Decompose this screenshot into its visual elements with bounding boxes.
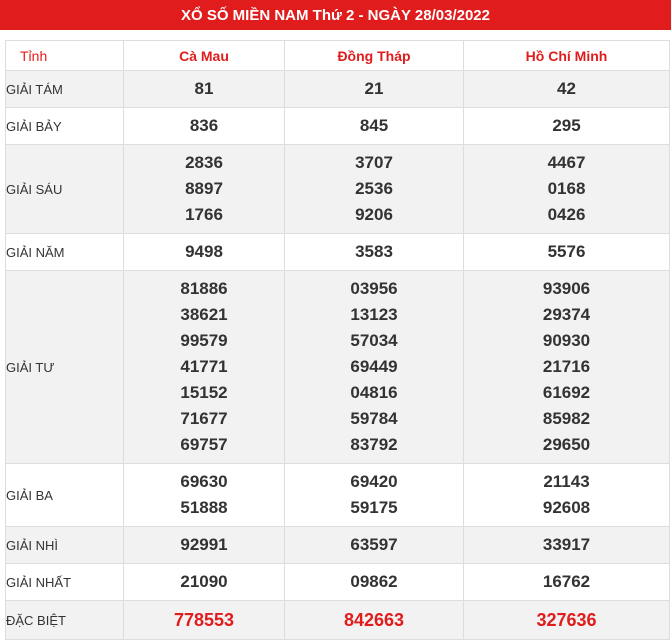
prize-number: 0168: [547, 179, 586, 198]
prize-number: 03956: [350, 279, 398, 298]
prize-number: 42: [557, 79, 576, 98]
prize-row-5: [6, 234, 670, 271]
prize-number: 63597: [350, 535, 398, 554]
prize-number: 81886: [180, 279, 228, 298]
prize-number: 21716: [542, 357, 591, 376]
prize-number: 83792: [350, 435, 398, 454]
prize-cell: [124, 108, 285, 145]
prize-label: GIẢI SÁU: [6, 145, 124, 234]
prize-cell: [285, 108, 464, 145]
prize-cell: [124, 527, 285, 564]
prize-cell: [285, 527, 464, 564]
prize-label: GIẢI TƯ: [6, 271, 124, 464]
prize-number: 3707: [355, 153, 393, 172]
prize-row-6: [6, 145, 670, 234]
prize-number: 5576: [547, 242, 586, 261]
results-table: [5, 40, 670, 640]
prize-cell: [464, 234, 670, 271]
special-prize-number: 842663: [343, 610, 405, 630]
prize-cell: [285, 145, 464, 234]
prize-number: 13123: [350, 305, 398, 324]
prize-cell: [285, 234, 464, 271]
table-header-row: [6, 41, 670, 71]
prize-cell: [464, 271, 670, 464]
province-header-3[interactable]: Hồ Chí Minh: [464, 41, 670, 71]
prize-cell: [124, 464, 285, 527]
prize-number: 90930: [542, 331, 591, 350]
prize-number: 93906: [542, 279, 591, 298]
prize-cell: [124, 71, 285, 108]
prize-number: 04816: [350, 383, 398, 402]
prize-number: 29374: [542, 305, 591, 324]
prize-number: 59175: [350, 498, 398, 517]
prize-cell: [124, 234, 285, 271]
prize-row-8: [6, 71, 670, 108]
prize-number: 69420: [350, 472, 398, 491]
prize-cell: [124, 271, 285, 464]
prize-number: 15152: [180, 383, 228, 402]
prize-number: 1766: [185, 205, 223, 224]
prize-cell: [285, 464, 464, 527]
prize-cell: [124, 564, 285, 601]
prize-number: 81: [194, 79, 214, 98]
prize-number: 21: [364, 79, 384, 98]
prize-row-7: [6, 108, 670, 145]
prize-number: 2536: [355, 179, 393, 198]
page-title: XỔ SỐ MIỀN NAM Thứ 2 - NGÀY 28/03/2022: [0, 0, 671, 30]
special-prize-cell: [285, 601, 464, 640]
prize-number: 41771: [180, 357, 228, 376]
special-prize-number: 327636: [536, 610, 597, 630]
special-prize-cell: [124, 601, 285, 640]
special-prize-number: 778553: [173, 610, 235, 630]
prize-number: 92608: [542, 498, 591, 517]
prize-cell: [464, 464, 670, 527]
prize-number: 69449: [350, 357, 398, 376]
province-header-2[interactable]: Đồng Tháp: [285, 41, 464, 71]
prize-cell: [464, 108, 670, 145]
prize-number: 33917: [542, 535, 591, 554]
prize-cell: [464, 71, 670, 108]
prize-number: 836: [189, 116, 219, 135]
prize-row-3: [6, 464, 670, 527]
province-header-label: Tỉnh: [6, 41, 124, 71]
prize-row-1: [6, 564, 670, 601]
prize-number: 0426: [547, 205, 586, 224]
prize-number: 59784: [350, 409, 398, 428]
prize-number: 295: [552, 116, 581, 135]
prize-number: 845: [359, 116, 389, 135]
prize-number: 71677: [180, 409, 228, 428]
prize-number: 8897: [185, 179, 223, 198]
prize-number: 69757: [180, 435, 228, 454]
prize-number: 16762: [542, 572, 591, 591]
prize-cell: [285, 564, 464, 601]
prize-number: 38621: [180, 305, 228, 324]
prize-number: 61692: [542, 383, 591, 402]
prize-cell: [285, 71, 464, 108]
prize-cell: [285, 271, 464, 464]
prize-row-4: [6, 271, 670, 464]
prize-number: 51888: [180, 498, 228, 517]
prize-number: 09862: [350, 572, 398, 591]
prize-label: GIẢI BA: [6, 464, 124, 527]
prize-cell: [464, 527, 670, 564]
prize-number: 92991: [180, 535, 228, 554]
prize-number: 69630: [180, 472, 228, 491]
prize-number: 21143: [543, 472, 590, 491]
prize-number: 2836: [185, 153, 223, 172]
prize-number: 3583: [355, 242, 393, 261]
prize-label: GIẢI NHÌ: [6, 527, 124, 564]
prize-number: 99579: [180, 331, 228, 350]
prize-cell: [464, 145, 670, 234]
prize-number: 9206: [355, 205, 393, 224]
prize-number: 85982: [542, 409, 591, 428]
prize-row-2: [6, 527, 670, 564]
province-header-1[interactable]: Cà Mau: [124, 41, 285, 71]
prize-label: ĐẶC BIỆT: [6, 601, 124, 640]
prize-number: 4467: [547, 153, 586, 172]
prize-number: 9498: [185, 242, 223, 261]
special-prize-cell: [464, 601, 670, 640]
prize-label: GIẢI BẢY: [6, 108, 124, 145]
prize-label: GIẢI NHẤT: [6, 564, 124, 601]
prize-cell: [124, 145, 285, 234]
prize-number: 57034: [350, 331, 398, 350]
prize-number: 29650: [542, 435, 591, 454]
prize-cell: [464, 564, 670, 601]
prize-row-special: [6, 601, 670, 640]
prize-label: GIẢI NĂM: [6, 234, 124, 271]
prize-number: 21090: [180, 572, 228, 591]
prize-label: GIẢI TÁM: [6, 71, 124, 108]
